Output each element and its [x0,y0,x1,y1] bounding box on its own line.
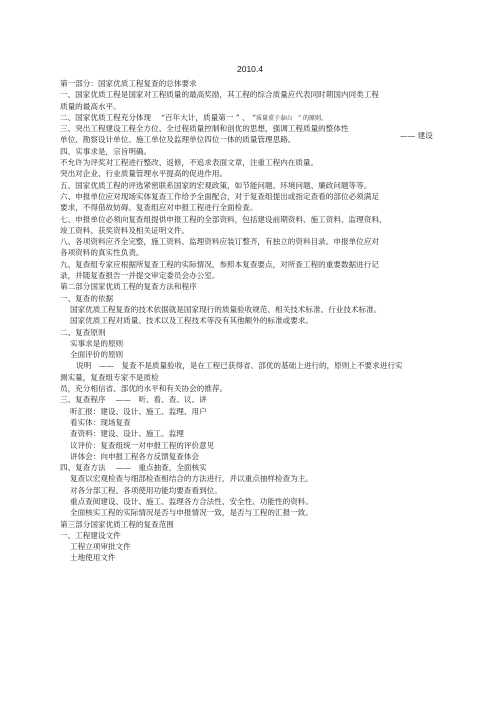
text-line: 竣工资料、获奖资料及相关证明文件。 [60,225,190,235]
text-line: 讲体会：向申报工程各方反馈复查体会 [70,451,200,461]
text-line: 三、突出工程建设工程全方位、全过程质量控制和创优的思想，强调工程质量的整体性 [60,124,349,134]
text-line: 土地使用文件 [70,553,116,563]
text-line: 说明 —— 复查不是质量验收，是在工程已获得省、部优的基础上进行的，原则上不要求进行实 [76,361,403,371]
text-line: 不允许为评奖对工程进行整改、返修，不追求表面文章，注重工程内在质量。 [60,158,319,168]
text-line: 二、复查原则 [60,327,106,337]
document-body [60,78,480,564]
text-line: 一、复查的依据 [60,293,114,303]
text-line: 听汇报：建设、设计、施工、监理、用户 [70,406,207,416]
text-line: 复查以宏观检查与细部检查相结合的方法进行，并以重点抽样检查为主。 [70,474,313,484]
text-line: 看实体：现场复查 [70,417,131,427]
text-line: 第二部分国家优质工程的复查方法和程序 [60,282,197,292]
margin-note: —— 建设 [400,131,433,140]
text-line: 对各分部工程、各项使用功能均要查看到位。 [70,485,222,495]
text-line: 要求，不得借故妨碍。复查组应对申报工程进行全面检查。 [60,203,258,213]
text-line: 国家优质工程对质量、技术以及工程技术等没有其他额外的标准或要求。 [70,316,313,326]
text-line: 各项资料的真实性负责。 [60,248,144,258]
text-line: 二、国家优质工程充分体现 “百年大计，质量第一 ” 、 “质量重于泰山 ” 的原则。 [60,112,327,122]
text-line: 录，并随复查报告一并提交审定委员会办公室。 [60,271,220,281]
text-line: 四、实事求是，宗旨明确。 [60,146,152,156]
text-line: 全面核实工程的实际情况是否与申报情况一致，是否与工程的汇报一致。 [70,508,313,518]
text-line: 第三部分国家优质工程的复查范围 [60,519,174,529]
text-line: 一、工程建设文件 [60,530,121,540]
text-line: 七、申报单位必须向复查组提供申报工程的全部资料，包括建设前期资料、施工资料、监理资料、 [60,214,387,224]
text-line: 八、各项资料应齐全完整，施工资料、监理资料应装订整齐，有独立的资料目录。申报单位应对 [60,237,379,247]
text-line: 单位、勘察设计单位、施工单位及监理单位四位一体的质量管理思路。 [60,135,296,145]
text-line: 测实量，复查组专家不是质检 [60,372,159,382]
inline-small-text: 质量重于泰山 ” 的原则。 [255,114,327,122]
text-line: 查资料：建设、设计、施工、监理 [70,429,184,439]
text-line: 九、复查组专家应根据所复查工程的实际情况，参照本复查要点，对所查工程的重要数据进行记 [60,259,379,269]
text-line: 重点查阅建设、设计、施工、监理各方合法性、安全性、功能性的资料。 [70,496,313,506]
text-line: 议评价：复查组统一对申报工程的评价意见 [70,440,215,450]
document-date: 2010.4 [237,64,263,74]
text-line: 第一部分：国家优质工程复查的总体要求 [60,79,197,88]
text-line: 工程立项审批文件 [70,542,131,552]
text-line: 五、国家优质工程的评选紧密联系国家的宏观政策，如节能问题、环境问题、廉政问题等等。 [60,180,372,190]
text-line: 质量的最高水平。 [60,101,121,111]
text-line: 实事求是的原则 [70,338,124,348]
text-line: 国家优质工程复查的技术依据就是国家现行的质量验收规范、相关技术标准、行业技术标准。 [70,304,382,314]
text-line: 突出对企业、行业质量管理水平提高的促进作用。 [60,169,228,179]
text-line: 四、复查方法 —— 重点抽查，全面核实 [60,463,207,473]
text-line: 六、申报单位应对现场实体复查工作给予全面配合，对于复查组提出或指定查看的部位必须满足 [60,191,379,201]
text-line: 员，充分相信省、部优的水平和有关协会的推荐。 [60,384,228,394]
text-line: 三、复查程序 —— 听、看、查、议、讲 [60,395,207,405]
text-line: 全面评价的原则 [70,350,124,360]
text-line: 一、国家优质工程是国家对工程质量的最高奖励，其工程的综合质量应代表同时期国内同类工程 [60,90,379,100]
